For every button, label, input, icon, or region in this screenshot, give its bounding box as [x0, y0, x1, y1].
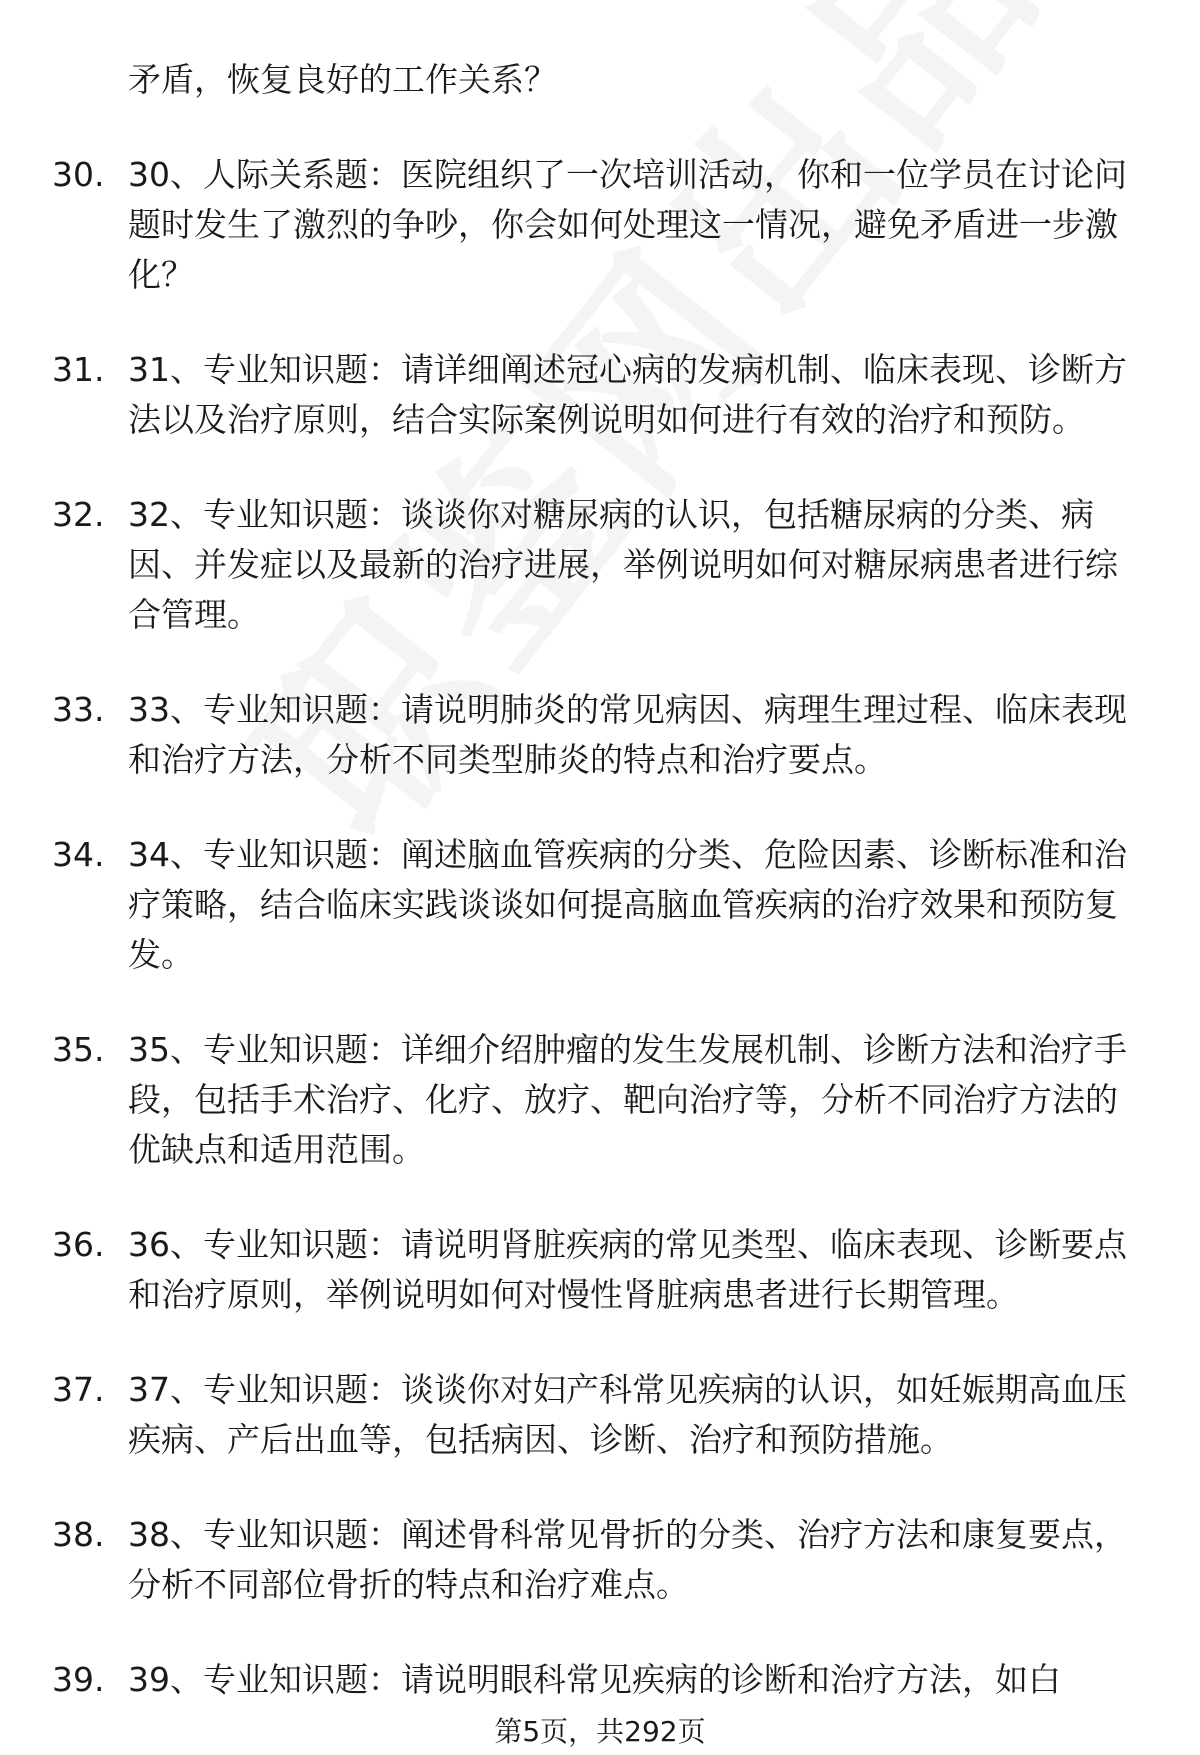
item-text: 35、专业知识题：详细介绍肿瘤的发生发展机制、诊断方法和治疗手段，包括手术治疗、化疗、放疗、靶向治疗等，分析不同治疗方法的优缺点和适用范围。 — [128, 1030, 1127, 1169]
item-number: 32. — [52, 495, 105, 534]
item-text: 36、专业知识题：请说明肾脏疾病的常见类型、临床表现、诊断要点和治疗原则，举例说明如何对慢性肾脏病患者进行长期管理。 — [128, 1225, 1127, 1314]
item-number: 30. — [52, 155, 105, 194]
item-number: 35. — [52, 1030, 105, 1069]
item-text: 33、专业知识题：请说明肺炎的常见病因、病理生理过程、临床表现和治疗方法，分析不同类型肺炎的特点和治疗要点。 — [128, 690, 1127, 779]
item-number: 39. — [52, 1660, 105, 1699]
item-text: 39、专业知识题：请说明眼科常见疾病的诊断和治疗方法，如白 — [128, 1660, 1061, 1699]
list-item — [0, 830, 1148, 980]
list-item — [0, 1510, 1148, 1610]
item-text: 37、专业知识题：谈谈你对妇产科常见疾病的认识，如妊娠期高血压疾病、产后出血等，包括病因、诊断、治疗和预防措施。 — [128, 1370, 1127, 1459]
item-number: 38. — [52, 1515, 105, 1554]
item-number: 31. — [52, 350, 105, 389]
item-number: 33. — [52, 690, 105, 729]
item-number: 36. — [52, 1225, 105, 1264]
list-item — [0, 150, 1148, 300]
question-list — [0, 150, 1200, 1750]
item-text: 31、专业知识题：请详细阐述冠心病的发病机制、临床表现、诊断方法以及治疗原则，结合实际案例说明如何进行有效的治疗和预防。 — [128, 350, 1127, 439]
list-item — [0, 345, 1148, 445]
list-item — [0, 490, 1148, 640]
list-item — [0, 1220, 1148, 1320]
list-item — [0, 1655, 1148, 1705]
item-text: 30、人际关系题：医院组织了一次培训活动，你和一位学员在讨论问题时发生了激烈的争吵，你会如何处理这一情况，避免矛盾进一步激化？ — [128, 155, 1127, 294]
list-item — [0, 1025, 1148, 1175]
item-text: 34、专业知识题：阐述脑血管疾病的分类、危险因素、诊断标准和治疗策略，结合临床实践谈谈如何提高脑血管疾病的治疗效果和预防复发。 — [128, 835, 1127, 974]
continuation-text: 矛盾，恢复良好的工作关系？ — [128, 60, 557, 99]
item-number: 34. — [52, 835, 105, 874]
item-number: 37. — [52, 1370, 105, 1409]
item-text: 32、专业知识题：谈谈你对糖尿病的认识，包括糖尿病的分类、病因、并发症以及最新的治疗进展，举例说明如何对糖尿病患者进行综合管理。 — [128, 495, 1118, 634]
list-item — [0, 1365, 1148, 1465]
item-text: 38、专业知识题：阐述骨科常见骨折的分类、治疗方法和康复要点，分析不同部位骨折的特点和治疗难点。 — [128, 1515, 1127, 1604]
list-item — [0, 685, 1148, 785]
page-footer: 第5页，共292页 — [494, 1715, 706, 1748]
